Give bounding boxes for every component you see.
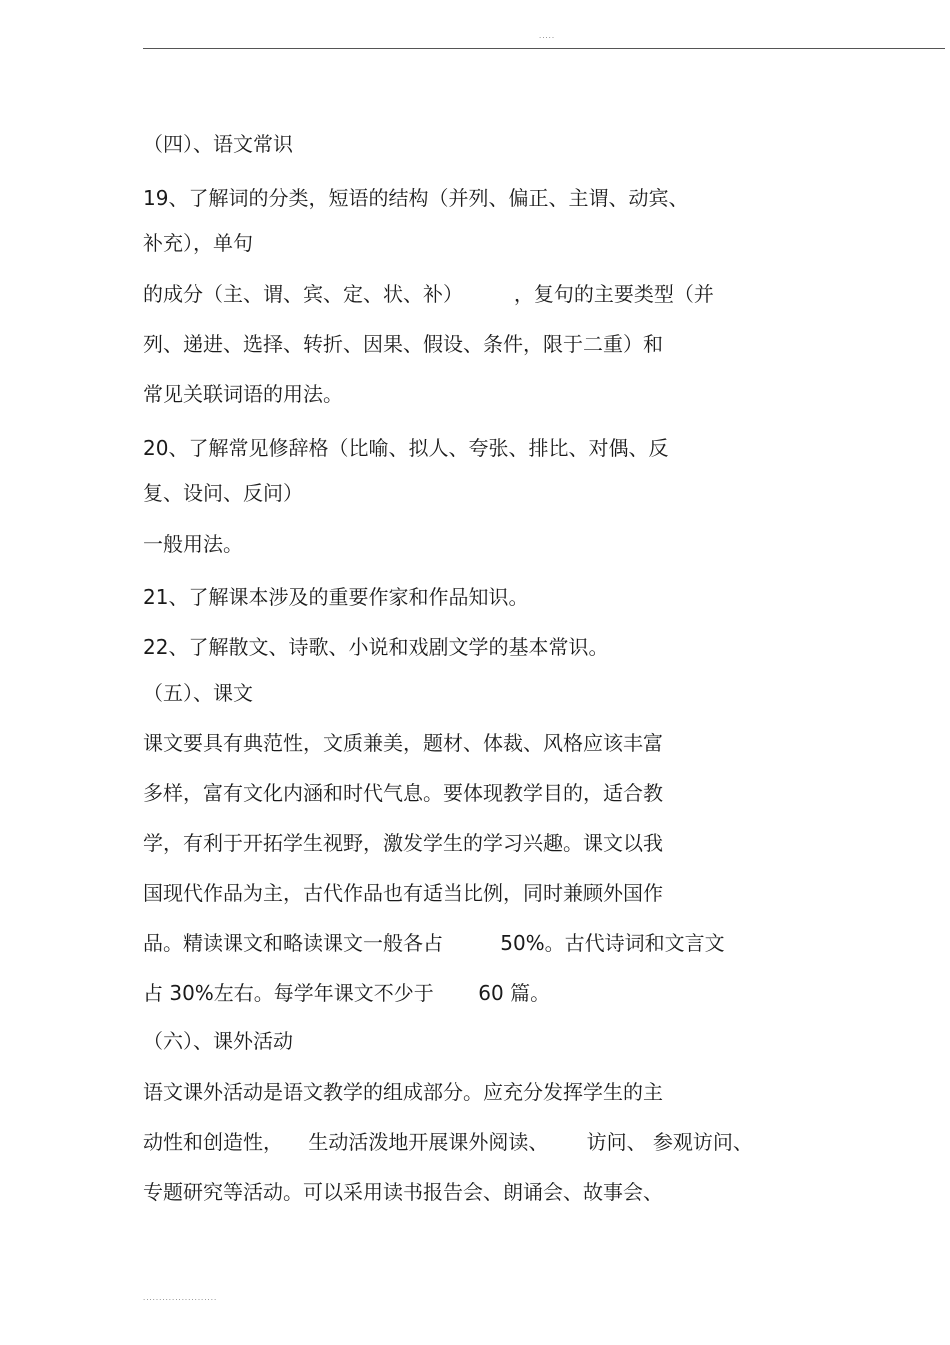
header-dots: ..... — [539, 32, 556, 40]
item-20-line-2: 复、设问、反问） — [143, 481, 303, 505]
item-19-line-1: 19、了解词的分类，短语的结构（并列、偏正、主谓、动宾、 — [143, 186, 689, 210]
item-19-line-5: 常见关联词语的用法。 — [143, 382, 343, 406]
item-20-line-1: 20、了解常见修辞格（比喻、拟人、夸张、排比、对偶、反 — [143, 436, 669, 460]
section-heading-6: （六）、课外活动 — [143, 1029, 293, 1053]
item-20-line-3: 一般用法。 — [143, 532, 243, 556]
paragraph-5-line-6: 占 30%左右。每学年课文不少于 60 篇。 — [143, 981, 551, 1005]
paragraph-5-line-1: 课文要具有典范性，文质兼美，题材、体裁、风格应该丰富 — [143, 731, 663, 755]
item-22: 22、了解散文、诗歌、小说和戏剧文学的基本常识。 — [143, 635, 609, 659]
section-heading-4: （四）、语文常识 — [143, 132, 293, 156]
paragraph-5-line-4: 国现代作品为主，古代作品也有适当比例，同时兼顾外国作 — [143, 881, 663, 905]
paragraph-6-line-2: 动性和创造性， 生动活泼地开展课外阅读、 访问、 参观访问、 — [143, 1130, 753, 1154]
section-heading-5: （五）、课文 — [143, 681, 253, 705]
footer-dots: ....................... — [143, 1294, 218, 1302]
header-rule — [143, 48, 945, 49]
paragraph-6-line-3: 专题研究等活动。可以采用读书报告会、朗诵会、故事会、 — [143, 1180, 663, 1204]
item-19-line-2: 补充），单句 — [143, 231, 253, 255]
paragraph-5-line-2: 多样，富有文化内涵和时代气息。要体现教学目的，适合教 — [143, 781, 663, 805]
paragraph-5-line-5: 品。精读课文和略读课文一般各占 50%。古代诗词和文言文 — [143, 931, 725, 955]
paragraph-5-line-3: 学，有利于开拓学生视野，激发学生的学习兴趣。课文以我 — [143, 831, 663, 855]
item-19-line-3: 的成分（主、谓、宾、定、状、补） ，复句的主要类型（并 — [143, 282, 714, 306]
paragraph-6-line-1: 语文课外活动是语文教学的组成部分。应充分发挥学生的主 — [143, 1080, 663, 1104]
item-21: 21、了解课本涉及的重要作家和作品知识。 — [143, 585, 529, 609]
item-19-line-4: 列、递进、选择、转折、因果、假设、条件，限于二重）和 — [143, 332, 663, 356]
